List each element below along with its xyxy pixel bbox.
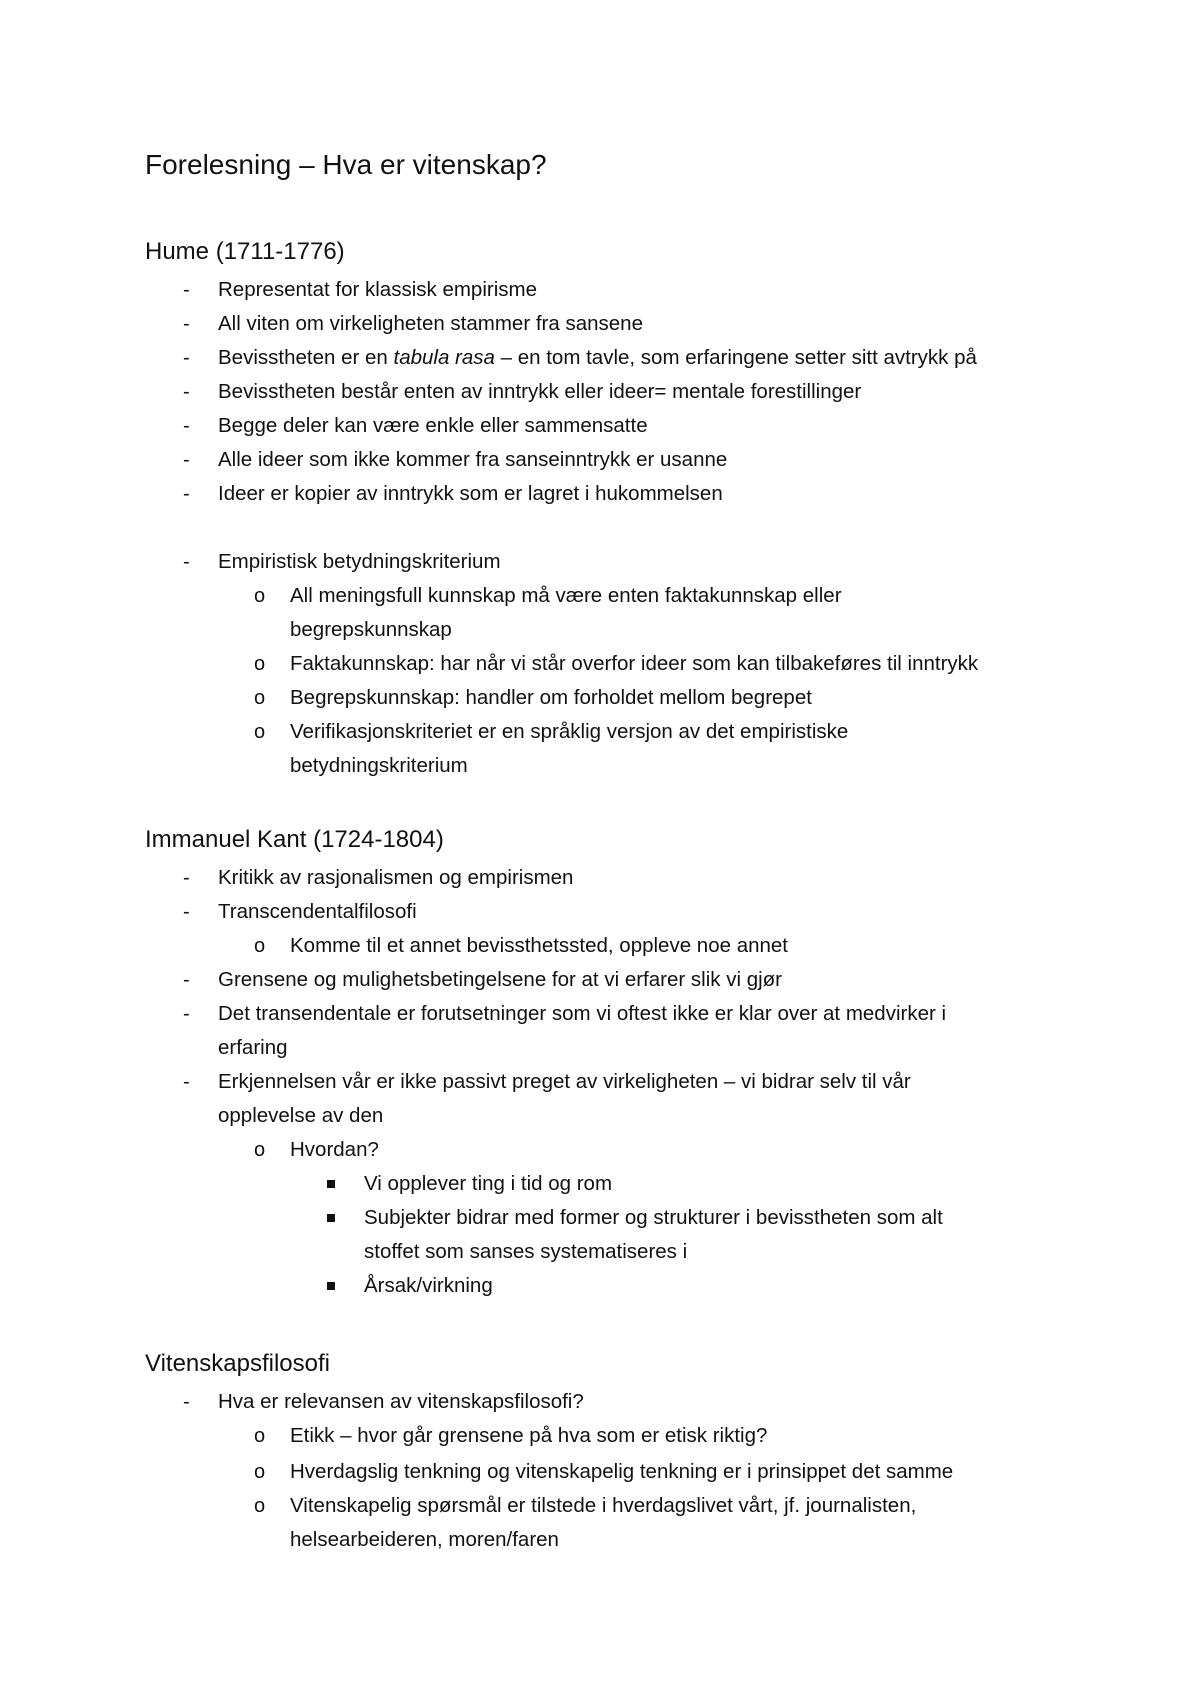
circle-bullet: o (254, 1425, 266, 1447)
sub-list-item-continuation: begrepskunnskap (290, 618, 452, 641)
sub-list-item: Verifikasjonskriteriet er en språklig versjon av det empiristiske (290, 720, 849, 743)
dash-bullet: - (183, 901, 190, 923)
list-item: Transcendentalfilosofi (218, 900, 417, 923)
circle-bullet: o (254, 935, 266, 957)
list-item: Bevisstheten består enten av inntrykk eller ideer= mentale forestillinger (218, 380, 862, 403)
section-heading-kant: Immanuel Kant (1724-1804) (145, 826, 444, 853)
sub-sub-list-item: Årsak/virkning (364, 1274, 493, 1297)
list-item: Empiristisk betydningskriterium (218, 550, 501, 573)
dash-bullet: - (183, 867, 190, 889)
list-item: Begge deler kan være enkle eller sammensatte (218, 414, 648, 437)
square-bullet-icon (327, 1180, 335, 1188)
sub-sub-list-item-continuation: stoffet som sanses systematiseres i (364, 1240, 688, 1263)
sub-list-item: All meningsfull kunnskap må være enten faktakunnskap eller (290, 584, 842, 607)
list-item: Kritikk av rasjonalismen og empirismen (218, 866, 574, 889)
list-item: Alle ideer som ikke kommer fra sanseinntrykk er usanne (218, 448, 728, 471)
sub-list-item: Begrepskunnskap: handler om forholdet mellom begrepet (290, 686, 812, 709)
circle-bullet: o (254, 687, 266, 709)
sub-list-item-continuation: helsearbeideren, moren/faren (290, 1528, 559, 1551)
list-item-text: – en tom tavle, som erfaringene setter sitt avtrykk på (494, 346, 977, 369)
sub-sub-list-item: Vi opplever ting i tid og rom (364, 1172, 613, 1195)
circle-bullet: o (254, 1495, 266, 1517)
dash-bullet: - (183, 347, 190, 369)
dash-bullet: - (183, 1391, 190, 1413)
sub-sub-list-item: Subjekter bidrar med former og strukturer i bevisstheten som alt (364, 1206, 943, 1229)
list-item: Grensene og mulighetsbetingelsene for at vi erfarer slik vi gjør (218, 968, 783, 991)
list-item: Erkjennelsen vår er ikke passivt preget av virkeligheten – vi bidrar selv til vår (218, 1070, 911, 1093)
list-item-continuation: erfaring (218, 1036, 288, 1059)
page-title: Forelesning – Hva er vitenskap? (145, 149, 547, 180)
section-heading-vitenskapsfilosofi: Vitenskapsfilosofi (145, 1350, 330, 1377)
sub-list-item: Hverdagslig tenkning og vitenskapelig tenkning er i prinsippet det samme (290, 1460, 954, 1483)
list-item-text: Bevisstheten er en (218, 346, 394, 369)
dash-bullet: - (183, 483, 190, 505)
dash-bullet: - (183, 551, 190, 573)
sub-list-item: Vitenskapelig spørsmål er tilstede i hverdagslivet vårt, jf. journalisten, (290, 1494, 917, 1517)
dash-bullet: - (183, 415, 190, 437)
sub-list-item: Etikk – hvor går grensene på hva som er etisk riktig? (290, 1424, 768, 1447)
square-bullet-icon (327, 1214, 335, 1222)
list-item: Hva er relevansen av vitenskapsfilosofi? (218, 1390, 584, 1413)
dash-bullet: - (183, 449, 190, 471)
dash-bullet: - (183, 381, 190, 403)
circle-bullet: o (254, 1461, 266, 1483)
square-bullet-icon (327, 1282, 335, 1290)
sub-list-item: Faktakunnskap: har når vi står overfor ideer som kan tilbakeføres til inntrykk (290, 652, 979, 675)
sub-list-item-continuation: betydningskriterium (290, 754, 468, 777)
dash-bullet: - (183, 279, 190, 301)
list-item: Det transendentale er forutsetninger som vi oftest ikke er klar over at medvirker i (218, 1002, 947, 1025)
italic-term: tabula rasa (393, 346, 495, 369)
section-heading-hume: Hume (1711-1776) (145, 238, 345, 265)
circle-bullet: o (254, 721, 266, 743)
sub-list-item: Komme til et annet bevissthetssted, oppleve noe annet (290, 934, 789, 957)
circle-bullet: o (254, 1139, 266, 1161)
circle-bullet: o (254, 585, 266, 607)
dash-bullet: - (183, 1071, 190, 1093)
list-item: All viten om virkeligheten stammer fra sansene (218, 312, 643, 335)
list-item (218, 344, 977, 372)
dash-bullet: - (183, 1003, 190, 1025)
list-item: Ideer er kopier av inntrykk som er lagret i hukommelsen (218, 482, 723, 505)
circle-bullet: o (254, 653, 266, 675)
dash-bullet: - (183, 969, 190, 991)
dash-bullet: - (183, 313, 190, 335)
list-item: Representat for klassisk empirisme (218, 278, 537, 301)
sub-list-item: Hvordan? (290, 1138, 379, 1161)
list-item-continuation: opplevelse av den (218, 1104, 384, 1127)
